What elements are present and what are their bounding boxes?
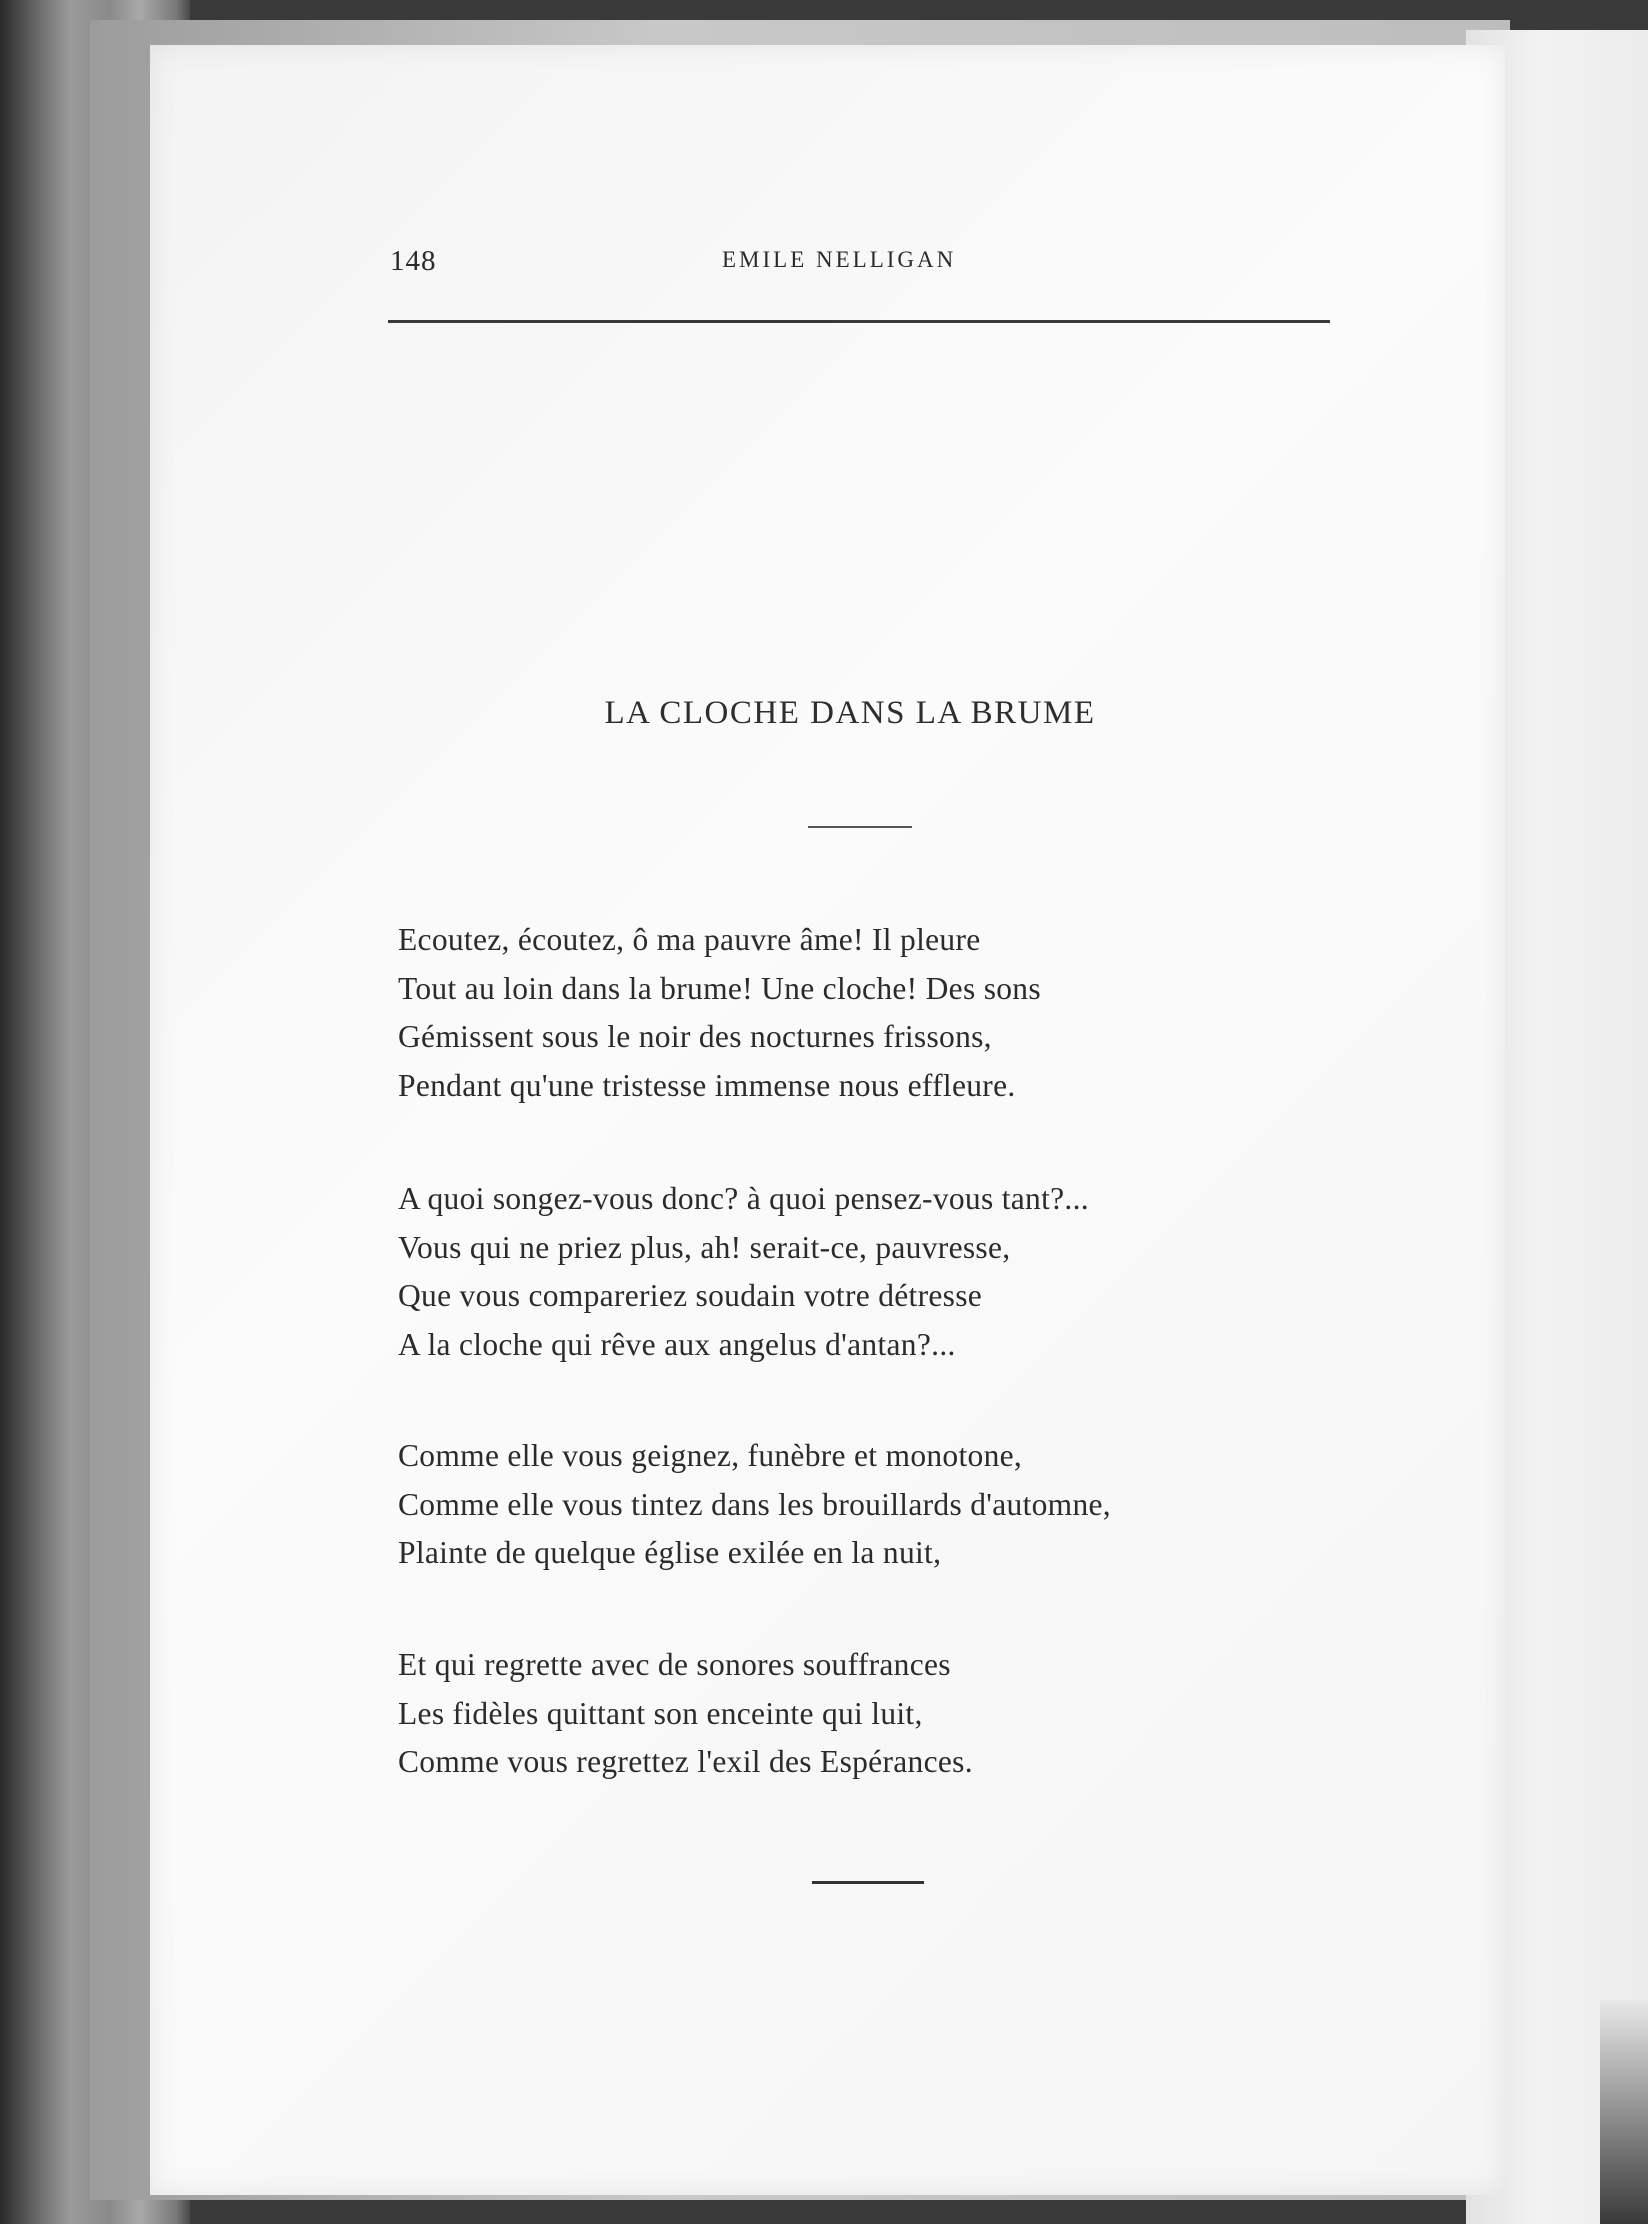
poem-line: Gémissent sous le noir des nocturnes frissons, bbox=[398, 1019, 992, 1054]
end-rule bbox=[812, 1881, 924, 1884]
poem-line: Les fidèles quittant son enceinte qui luit, bbox=[398, 1695, 923, 1731]
poem-line: Tout au loin dans la brume! Une cloche! Des sons bbox=[398, 970, 1041, 1006]
stanza bbox=[398, 1432, 1358, 1578]
running-title: EMILE NELLIGAN bbox=[722, 247, 957, 272]
poem-line: A quoi songez-vous donc? à quoi pensez-vous tant?... bbox=[398, 1181, 1089, 1216]
book-page bbox=[150, 45, 1505, 2195]
page-number: 148 bbox=[390, 245, 437, 277]
stanza bbox=[398, 916, 1358, 1110]
poem-line: Ecoutez, écoutez, ô ma pauvre âme! Il pleure bbox=[398, 922, 981, 957]
poem-line: A la cloche qui rêve aux angelus d'antan?... bbox=[398, 1326, 956, 1362]
poem-line: Vous qui ne priez plus, ah! serait-ce, pauvresse, bbox=[398, 1229, 1011, 1265]
title-rule bbox=[808, 826, 912, 828]
stanza bbox=[398, 1641, 1358, 1787]
running-head bbox=[390, 245, 1330, 285]
stanza bbox=[398, 1175, 1358, 1369]
poem-line: Comme vous regrettez l'exil des Espérances. bbox=[398, 1744, 973, 1779]
poem-title: LA CLOCHE DANS LA BRUME bbox=[604, 695, 1096, 731]
poem-line: Pendant qu'une tristesse immense nous effleure. bbox=[398, 1067, 1016, 1103]
header-rule bbox=[388, 320, 1330, 323]
poem-line: Comme elle vous tintez dans les brouillards d'automne, bbox=[398, 1486, 1111, 1522]
facing-page-shadow bbox=[1600, 2000, 1648, 2224]
poem-line: Comme elle vous geignez, funèbre et monotone, bbox=[398, 1438, 1023, 1473]
poem-line: Plainte de quelque église exilée en la nuit, bbox=[398, 1535, 942, 1570]
poem-line: Et qui regrette avec de sonores souffrances bbox=[398, 1647, 951, 1682]
poem-line: Que vous compareriez soudain votre détresse bbox=[398, 1278, 983, 1313]
